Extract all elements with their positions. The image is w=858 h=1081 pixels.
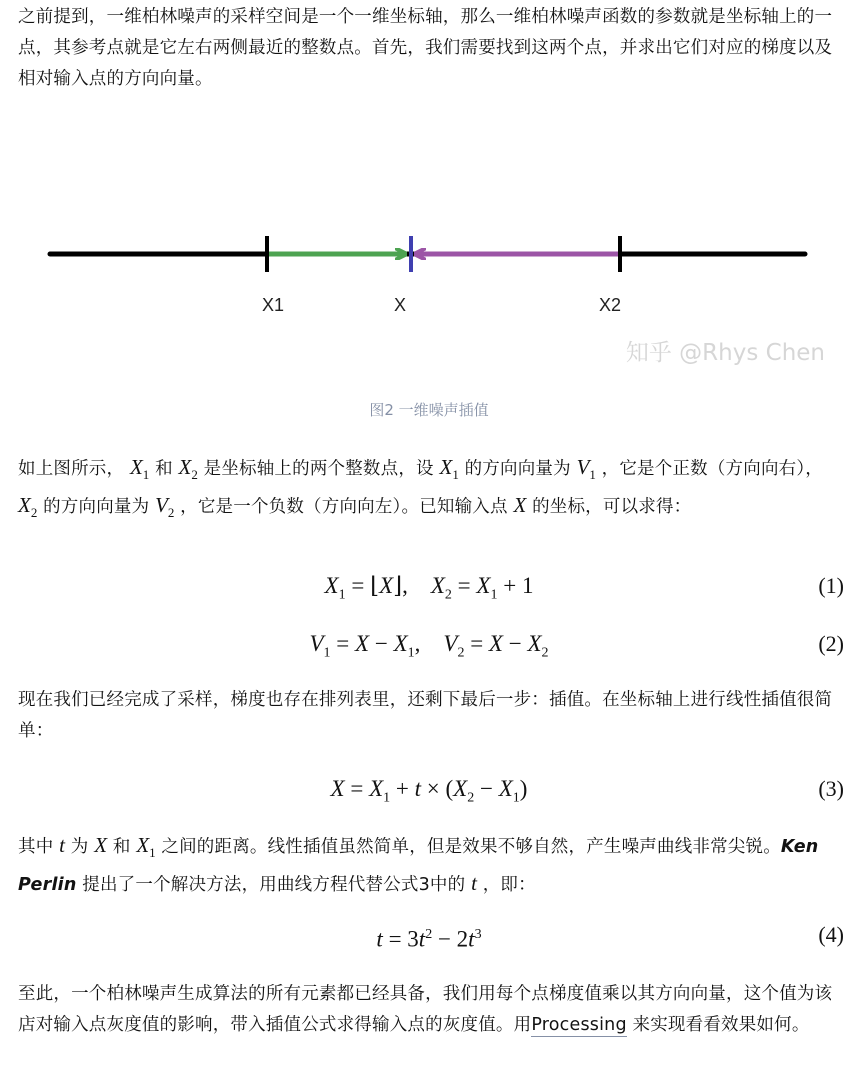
equation-3: $X = X_1 + t \times (X_2 - X_1)$ (3) [0,769,858,809]
equation-1: $X_1$ = ⌊X⌋, $X_2 = X_1 + 1$ (1) [0,566,858,606]
author-name: Ken Perlin [18,837,819,896]
figure-caption: 图2 一维噪声插值 [369,401,489,419]
noise-interpolation-figure [0,205,858,380]
equation-number: (1) [818,573,844,598]
paragraph-smoothing: 其中 t 为 X 和 $X_1$ 之间的距离。线性插值虽然简单，但是效果不够自然，产生噪声曲线非常尖锐。Ken Perlin 提出了一个解决方法，用曲线方程代替公式3中的 t ，即： [18,833,819,896]
paragraph-interpolation: 现在我们已经完成了采样，梯度也存在排列表里，还剩下最后一步：插值。在坐标轴上进行线性插值很简单： [18,690,833,741]
number-line-diagram [0,205,858,380]
equation-number: (2) [818,631,844,656]
x1-label: X1 [261,295,285,315]
paragraph-conclusion: 至此，一个柏林噪声生成算法的所有元素都已经具备，我们用每个点梯度值乘以其方向向量，这个值为该店对输入点灰度值的影响，带入插值公式求得输入点的灰度值。用Processing 来实现看看效果如何。 [18,984,833,1035]
paragraph-direction-vectors: 如上图所示， $X_1$ 和 $X_2$ 是坐标轴上的两个整数点，设 $X_1$ 的方向向量为 $V_1$ ，它是个正数（方向向右）， $X_2$ 的方向向量为 $V_2$ ，它是一个负数（方向向左）。已知输入点 X 的坐标，可以求得： [18,455,824,521]
intro-paragraph: 之前提到，一维柏林噪声的采样空间是一个一维坐标轴，那么一维柏林噪声函数的参数就是坐标轴上的一点，其参考点就是它左右两侧最近的整数点。首先，我们需要找到这两个点，并求出它们对应的梯度以及相对输入点的方向向量。 [18,7,833,89]
x-label: X [393,295,407,315]
equation-number: (3) [818,776,844,801]
x2-label: X2 [598,295,622,315]
watermark: 知乎 @Rhys Chen [625,340,825,366]
processing-link[interactable]: Processing [531,1015,627,1035]
equation-2: $V_1 = X - X_1$, $V_2 = X - X_2$ (2) [0,624,858,664]
equation-4: $t = 3t^2 - 2t^3$ (4) [0,915,858,955]
equation-number: (4) [818,922,844,947]
